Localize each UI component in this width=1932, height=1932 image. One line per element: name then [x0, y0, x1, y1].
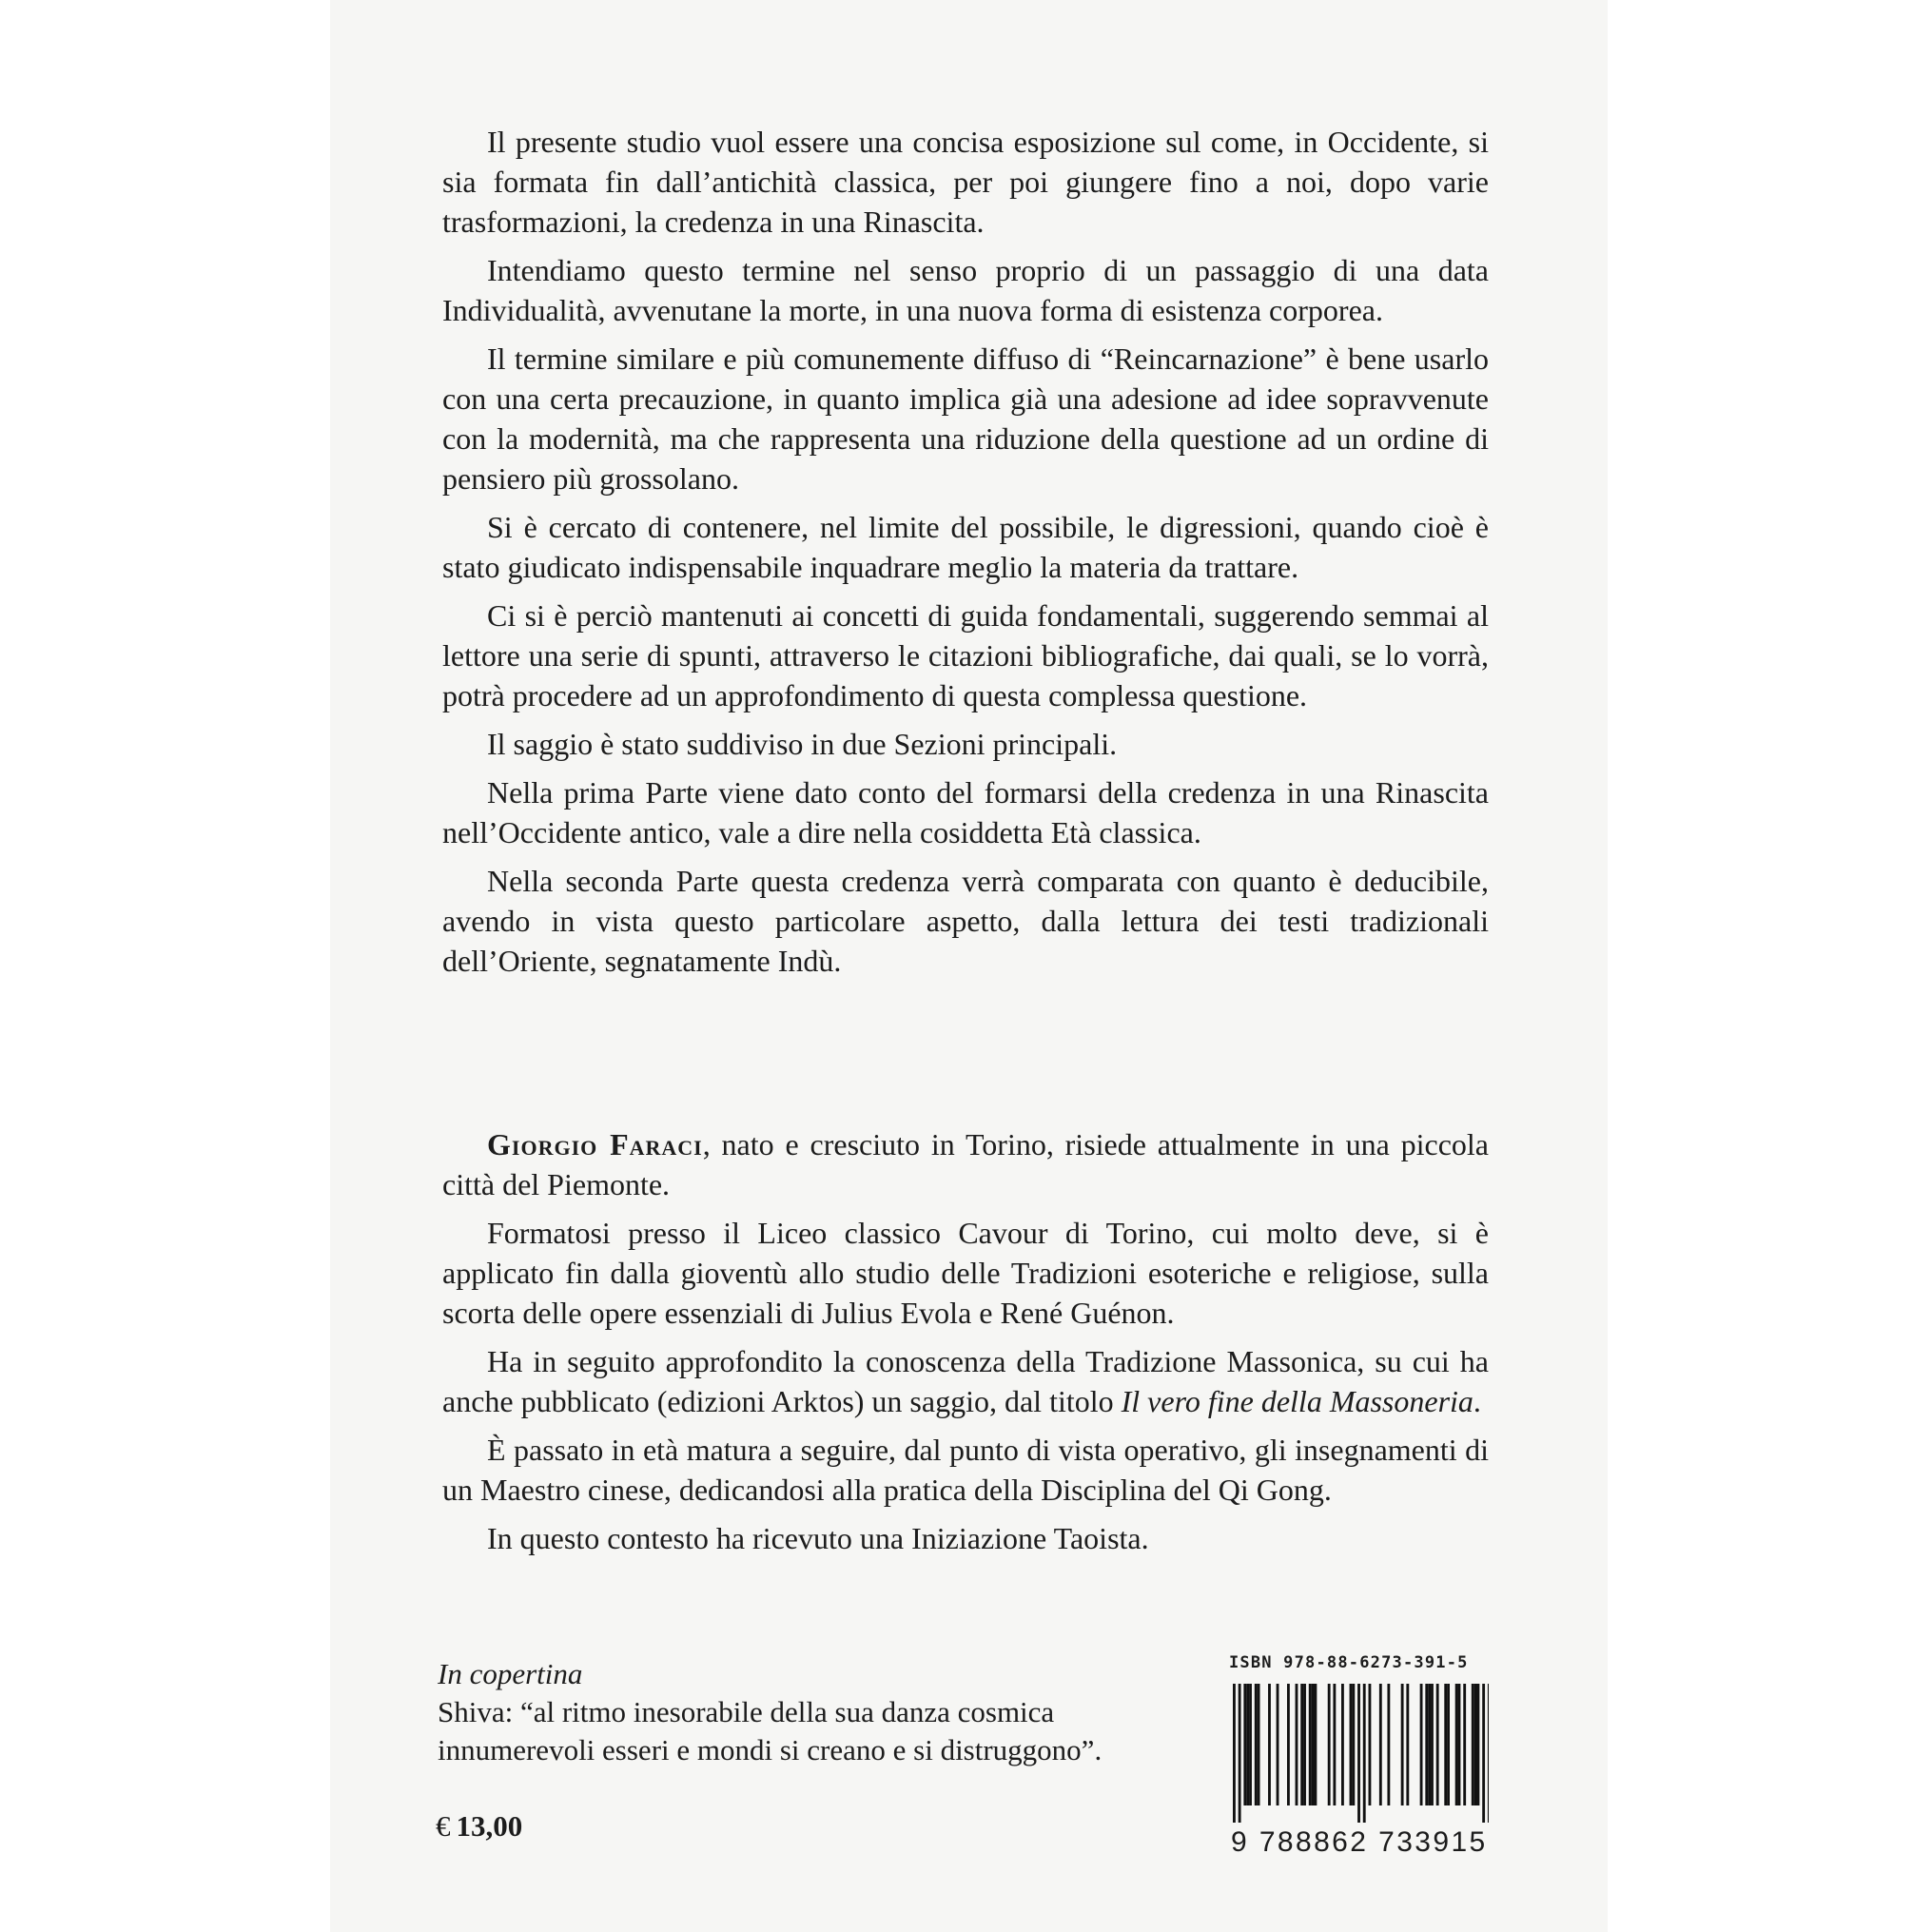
barcode-bar	[1428, 1684, 1431, 1805]
barcode-bar	[1369, 1684, 1372, 1805]
currency-symbol: €	[436, 1809, 451, 1843]
blurb-paragraph: Nella seconda Parte questa credenza verrà comparata con quanto è deducibile, avendo in vista questo particolare aspetto, dalla lettura dei testi tradizionali dell’Oriente, segnatamente Indù.	[442, 864, 1489, 978]
barcode-bar	[1243, 1684, 1246, 1805]
barcode-bar	[1352, 1684, 1355, 1805]
blurb-text	[442, 122, 1489, 981]
blurb-paragraph: Ci si è perciò mantenuti ai concetti di guida fondamentali, suggerendo semmai al lettore una serie di spunti, attraverso le citazioni bibliografiche, dai quali, se lo vorrà, potrà procedere ad un approfondimento di questa complessa questione.	[442, 598, 1489, 712]
price-label	[436, 1809, 522, 1844]
barcode-bar	[1455, 1684, 1458, 1805]
barcode-bar	[1268, 1684, 1271, 1805]
barcode-bar	[1472, 1684, 1474, 1805]
barcode-bar	[1341, 1684, 1344, 1805]
bio-text: .	[1473, 1384, 1481, 1418]
bio-intro-text: , nato e cresciuto in Torino, risiede attualmente in una piccola città del Piemonte.	[442, 1127, 1490, 1201]
barcode-bar	[1350, 1684, 1353, 1805]
blurb-paragraph: Il termine similare e più comunemente diffuso di “Reincarnazione” è bene usarlo con una certa precauzione, in quanto implica già una adesione ad idee sopravvenute con la modernità, ma che rappresenta una riduzione della questione ad un ordine di pensiero più grossolano.	[442, 342, 1489, 496]
barcode-bar	[1420, 1684, 1423, 1805]
price-amount: 13,00	[456, 1809, 523, 1843]
barcode-bar	[1444, 1684, 1447, 1805]
barcode-bar	[1233, 1684, 1236, 1823]
blurb-paragraph: Il presente studio vuol essere una concisa esposizione sul come, in Occidente, si sia formata fin dall’antichità classica, per poi giungere fino a noi, dopo varie trasformazioni, la credenza in una Rinascita.	[442, 125, 1489, 239]
author-bio	[442, 1124, 1489, 1558]
isbn-barcode-block	[1229, 1653, 1489, 1859]
bio-paragraph	[442, 1341, 1489, 1421]
barcode-bar	[1287, 1684, 1290, 1805]
barcode-right-group: 733915	[1378, 1826, 1488, 1858]
cover-caption	[438, 1655, 1218, 1769]
barcode-bar	[1357, 1684, 1360, 1823]
barcode-digits	[1229, 1826, 1489, 1859]
barcode-bar	[1239, 1684, 1241, 1823]
isbn-label: ISBN 978-88-6273-391-5	[1229, 1653, 1469, 1672]
caption-text: Shiva: “al ritmo inesorabile della sua danza cosmica innumerevoli esseri e mondi si creano e si distruggono”.	[438, 1695, 1103, 1766]
barcode-left-group: 788862	[1259, 1826, 1369, 1858]
barcode-bar	[1401, 1684, 1404, 1805]
barcode-bar	[1249, 1684, 1252, 1805]
barcode-bar	[1477, 1684, 1480, 1805]
barcode-bar	[1333, 1684, 1336, 1805]
barcode-bar	[1447, 1684, 1450, 1805]
barcode-bar	[1379, 1684, 1382, 1805]
barcode-bar	[1474, 1684, 1477, 1805]
bio-text: Ha in seguito approfondito la conoscenza della Tradizione Massonica, su cui ha anche pubblicato (edizioni Arktos) un saggio, dal titolo	[442, 1344, 1489, 1418]
bio-paragraph	[442, 1124, 1489, 1204]
blurb-paragraph: Nella prima Parte viene dato conto del formarsi della credenza in una Rinascita nell’Occidente antico, vale a dire nella cosiddetta Età classica.	[442, 775, 1489, 849]
barcode-bar	[1255, 1684, 1258, 1805]
barcode-bar	[1309, 1684, 1312, 1805]
barcode-bar	[1300, 1684, 1303, 1805]
barcode-bar	[1277, 1684, 1279, 1805]
barcode-first-digit: 9	[1231, 1826, 1250, 1858]
book-title: Il vero fine della Massoneria	[1121, 1384, 1473, 1418]
blurb-paragraph: Intendiamo questo termine nel senso proprio di un passaggio di una data Individualità, avvenutane la morte, in una nuova forma di esistenza corporea.	[442, 253, 1489, 327]
barcode-bar	[1488, 1684, 1489, 1823]
bio-paragraph: È passato in età matura a seguire, dal punto di vista operativo, gli insegnamenti di un Maestro cinese, dedicandosi alla pratica della Disciplina del Qi Gong.	[442, 1433, 1489, 1507]
blurb-paragraph: Il saggio è stato suddiviso in due Sezioni principali.	[487, 727, 1118, 761]
barcode-bar	[1458, 1684, 1461, 1805]
blurb-paragraph: Si è cercato di contenere, nel limite del possibile, le digressioni, quando cioè è stato giudicato indispensabile inquadrare meglio la materia da trattare.	[442, 510, 1489, 584]
barcode-bar	[1246, 1684, 1249, 1805]
barcode-bar	[1436, 1684, 1439, 1805]
barcode-bar	[1312, 1684, 1315, 1805]
barcode-bar	[1425, 1684, 1428, 1805]
barcode-bar	[1431, 1684, 1434, 1805]
barcode-bar	[1482, 1684, 1485, 1823]
barcode-bar	[1463, 1684, 1466, 1805]
bio-paragraph: In questo contesto ha ricevuto una Iniziazione Taoista.	[487, 1521, 1149, 1555]
barcode-bar	[1258, 1684, 1260, 1805]
barcode-bar	[1296, 1684, 1298, 1805]
barcode-bar	[1406, 1684, 1409, 1805]
barcode-bar	[1315, 1684, 1317, 1805]
bio-paragraph: Formatosi presso il Liceo classico Cavour di Torino, cui molto deve, si è applicato fin dalla gioventù allo studio delle Tradizioni esoteriche e religiose, sulla scorta delle opere essenziali di Julius Evola e René Guénon.	[442, 1216, 1489, 1330]
author-name: Giorgio Faraci	[487, 1127, 703, 1161]
barcode-bar	[1387, 1684, 1390, 1805]
caption-title: In copertina	[438, 1657, 583, 1690]
barcode-bar	[1328, 1684, 1331, 1805]
barcode-bar	[1303, 1684, 1306, 1805]
barcode-bar	[1363, 1684, 1366, 1823]
barcode-icon	[1229, 1684, 1489, 1825]
